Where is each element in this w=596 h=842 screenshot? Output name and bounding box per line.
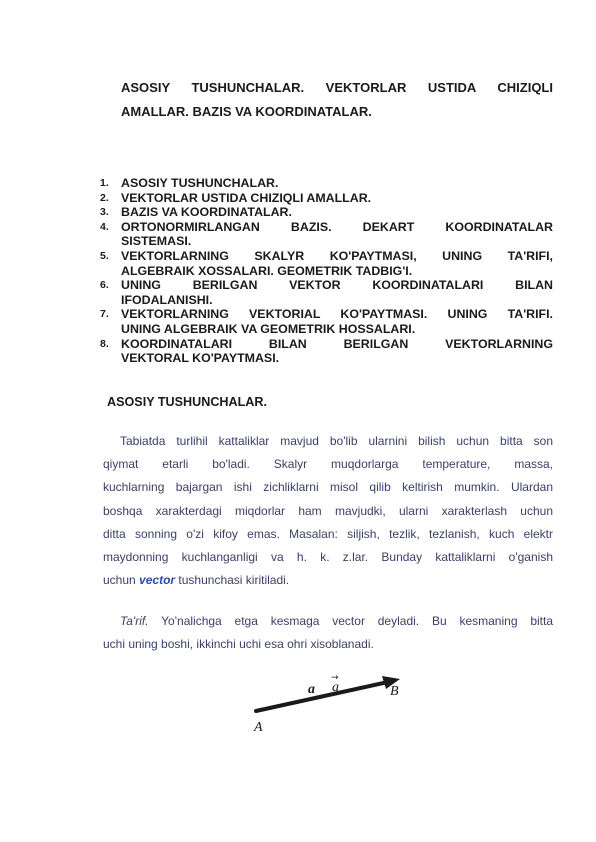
toc-text: BAZIS VA KOORDINATALAR. — [121, 205, 292, 220]
paragraph-definition — [103, 610, 553, 656]
toc-line: UNING ALGEBRAIK VA GEOMETRIK HOSSALARI. — [121, 321, 416, 336]
paragraph-line — [103, 569, 553, 592]
point-label-a: A — [254, 720, 263, 735]
toc-number: 1. — [100, 177, 109, 189]
toc-item-3 — [100, 205, 553, 220]
text-fragment: Yo'nalichga etga kesmaga vector deyladi. Bu kesmaning bitta — [161, 614, 553, 628]
toc-item-2 — [100, 191, 553, 206]
toc-line: SISTEMASI. — [121, 234, 192, 249]
paragraph-line: Tabiatda turlihil kattaliklar mavjud bo'lib ularnini bilish uchun bitta son — [120, 434, 553, 448]
toc-line: IFODALANISHI. — [121, 292, 213, 307]
paragraph-line: boshqa xarakterdagi miqdorlar ham mavjudki, ularni xarakterlash uchun — [103, 503, 553, 518]
vector-line — [256, 682, 388, 711]
paragraph-line: kuchlarning bajargan ishi zichliklarni misol qilib keltirish mumkin. Ulardan — [103, 480, 553, 495]
paragraph-intro — [103, 430, 553, 592]
toc-item-4 — [100, 220, 553, 249]
toc-text — [121, 278, 553, 307]
toc-item-7 — [100, 307, 553, 336]
paragraph-line — [103, 610, 553, 633]
vector-arrow-mark: → — [331, 673, 339, 683]
text-fragment: tushunchasi kiritiladi. — [178, 573, 290, 588]
toc-number: 7. — [100, 308, 109, 321]
text-fragment: uchun — [103, 573, 136, 588]
toc-text — [121, 249, 553, 278]
table-of-contents — [100, 176, 553, 366]
paragraph-line: uchi uning boshi, ikkinchi uchi esa ohri xisoblanadi. — [103, 637, 374, 652]
toc-item-6 — [100, 278, 553, 307]
page-title — [121, 76, 553, 124]
definition-label: Ta'rif. — [120, 614, 149, 628]
toc-text — [121, 307, 553, 336]
toc-line: VEKTORLARNING SKALYR KO'PAYTMASI, UNING TA'RIFI, — [121, 248, 553, 263]
toc-text: ASOSIY TUSHUNCHALAR. — [121, 176, 279, 190]
toc-line: ALGEBRAIK XOSSALARI. GEOMETRIK TADBIG'I. — [121, 263, 413, 278]
section-heading: ASOSIY TUSHUNCHALAR. — [107, 395, 267, 409]
toc-number: 5. — [100, 249, 109, 262]
toc-line: VEKTORLARNING VEKTORIAL KO'PAYTMASI. UNING TA'RIFI. — [121, 307, 553, 322]
toc-number: 3. — [100, 206, 109, 219]
toc-text — [121, 220, 553, 249]
vector-figure — [240, 664, 420, 739]
toc-line: ORTONORMIRLANGAN BAZIS. DEKART KOORDINATALAR — [121, 219, 553, 234]
point-label-b: B — [390, 684, 399, 699]
toc-line: VEKTORAL KO'PAYTMASI. — [121, 351, 280, 366]
toc-number: 2. — [100, 191, 109, 204]
toc-item-8 — [100, 337, 553, 366]
keyword-vector: vector — [139, 573, 176, 588]
toc-item-1 — [100, 176, 553, 191]
vector-label-bold: a — [308, 682, 315, 697]
vector-symbol: a — [332, 680, 339, 695]
toc-number: 8. — [100, 337, 109, 350]
toc-item-5 — [100, 249, 553, 278]
toc-number: 6. — [100, 279, 109, 292]
toc-number: 4. — [100, 220, 109, 233]
title-line-1: ASOSIY TUSHUNCHALAR. VEKTORLAR USTIDA CHIZIQLI — [121, 80, 553, 95]
paragraph-line: ditta sonning o'zi kifoy emas. Masalan: siljish, tezlik, tezlanish, kuch elektr — [103, 526, 553, 541]
toc-line: KOORDINATALARI BILAN BERILGAN VEKTORLARNING — [121, 336, 553, 351]
toc-line: UNING BERILGAN VEKTOR KOORDINATALARI BILAN — [121, 278, 553, 293]
toc-text: VEKTORLAR USTIDA CHIZIQLI AMALLAR. — [121, 190, 372, 205]
paragraph-line: maydonning kuchlanganligi va h. k. z.lar. Bunday kattaliklarni o'ganish — [103, 550, 553, 565]
paragraph-line: qiymat etarli bo'ladi. Skalyr muqdorlarga temperature, massa, — [103, 457, 553, 472]
title-line-2: AMALLAR. BAZIS VA KOORDINATALAR. — [121, 104, 372, 119]
toc-text — [121, 337, 553, 366]
